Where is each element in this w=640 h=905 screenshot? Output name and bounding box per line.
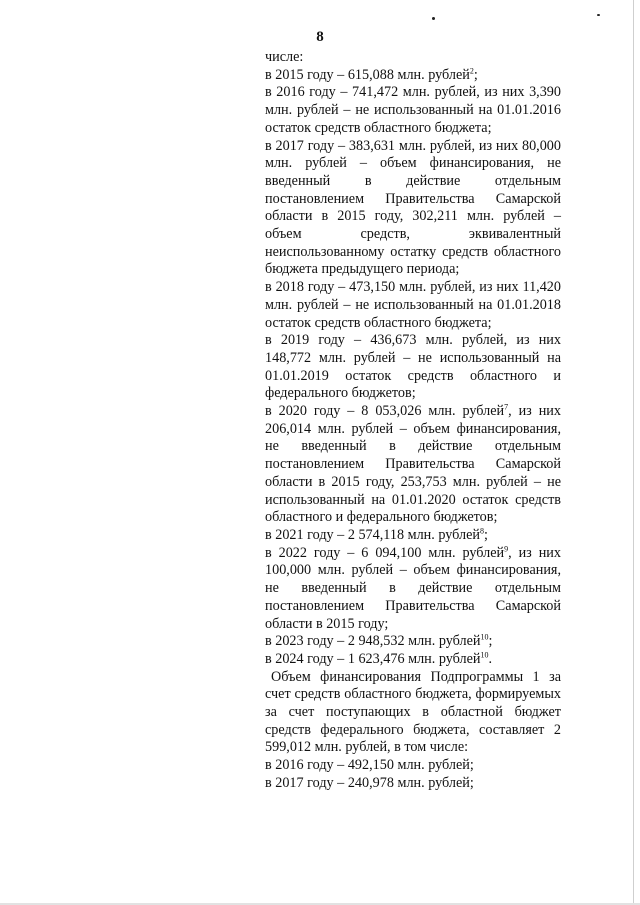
paragraph: в 2015 году – 615,088 млн. рублей$^2$; (265, 65, 478, 83)
page-number: 8 (316, 29, 324, 45)
paragraph: числе: (265, 49, 304, 65)
paragraph: в 2023 году – 2 948,532 млн. рублей$^{10}$; (265, 632, 493, 650)
footnote-ref: 10 (480, 650, 489, 660)
paragraph: в 2019 году – 436,673 млн. рублей, из них 148,772 млн. рублей – не использованный на 01.01.2019 остаток средств областного и федерального бюджетов; (265, 332, 561, 402)
footnote-ref: 8 (479, 526, 484, 536)
footnote-ref: 2 (469, 65, 474, 75)
scan-edge-line (633, 0, 634, 905)
paragraph: Объем финансирования Подпрограммы 1 за счет средств областного бюджета, формируемых за счет поступающих в областной бюджет средств федерального бюджета, составляет 2 599,012 млн. рублей, в том числе: (265, 668, 561, 756)
footnote-ref: 9 (504, 543, 509, 553)
paragraph: в 2020 году – 8 053,026 млн. рублей$^7$, из них 206,014 млн. рублей – объем финансирования, не введенный в действие отдельным постановлением Правительства Самарской области в 2015 году, 253,753 млн. рублей – не использованный на 01.01.2020 остаток средств областного и федерального бюджетов; (265, 402, 561, 526)
paragraph: в 2017 году – 383,631 млн. рублей, из них 80,000 млн. рублей – объем финансирования, не введенный в действие отдельным постановлением Правительства Самарской области в 2015 году, 302,211 млн. рублей – объем средств, эквивалентный неиспользованному остатку средств областного бюджета предыдущего периода; (265, 137, 561, 278)
paragraph: в 2017 году – 240,978 млн. рублей; (265, 774, 474, 791)
scan-speck (597, 14, 600, 16)
paragraph: в 2024 году – 1 623,476 млн. рублей$^{10}$. (265, 650, 493, 667)
paragraph: в 2016 году – 492,150 млн. рублей; (265, 757, 474, 774)
footnote-ref: 10 (480, 632, 489, 642)
document-body (265, 49, 561, 793)
paragraph: в 2022 году – 6 094,100 млн. рублей$^9$, из них 100,000 млн. рублей – объем финансирования, не введенный в действие отдельным постановлением Правительства Самарской области в 2015 году; (265, 543, 561, 632)
paragraph: в 2018 году – 473,150 млн. рублей, из них 11,420 млн. рублей – не использованный на 01.01.2018 остаток средств областного бюджета; (265, 279, 561, 331)
footnote-ref: 7 (504, 402, 509, 412)
paragraph: в 2016 году – 741,472 млн. рублей, из них 3,390 млн. рублей – не использованный на 01.01.2016 остаток средств областного бюджета; (265, 84, 561, 136)
paragraph: в 2021 году – 2 574,118 млн. рублей$^8$; (265, 526, 488, 543)
scan-speck (432, 17, 435, 20)
